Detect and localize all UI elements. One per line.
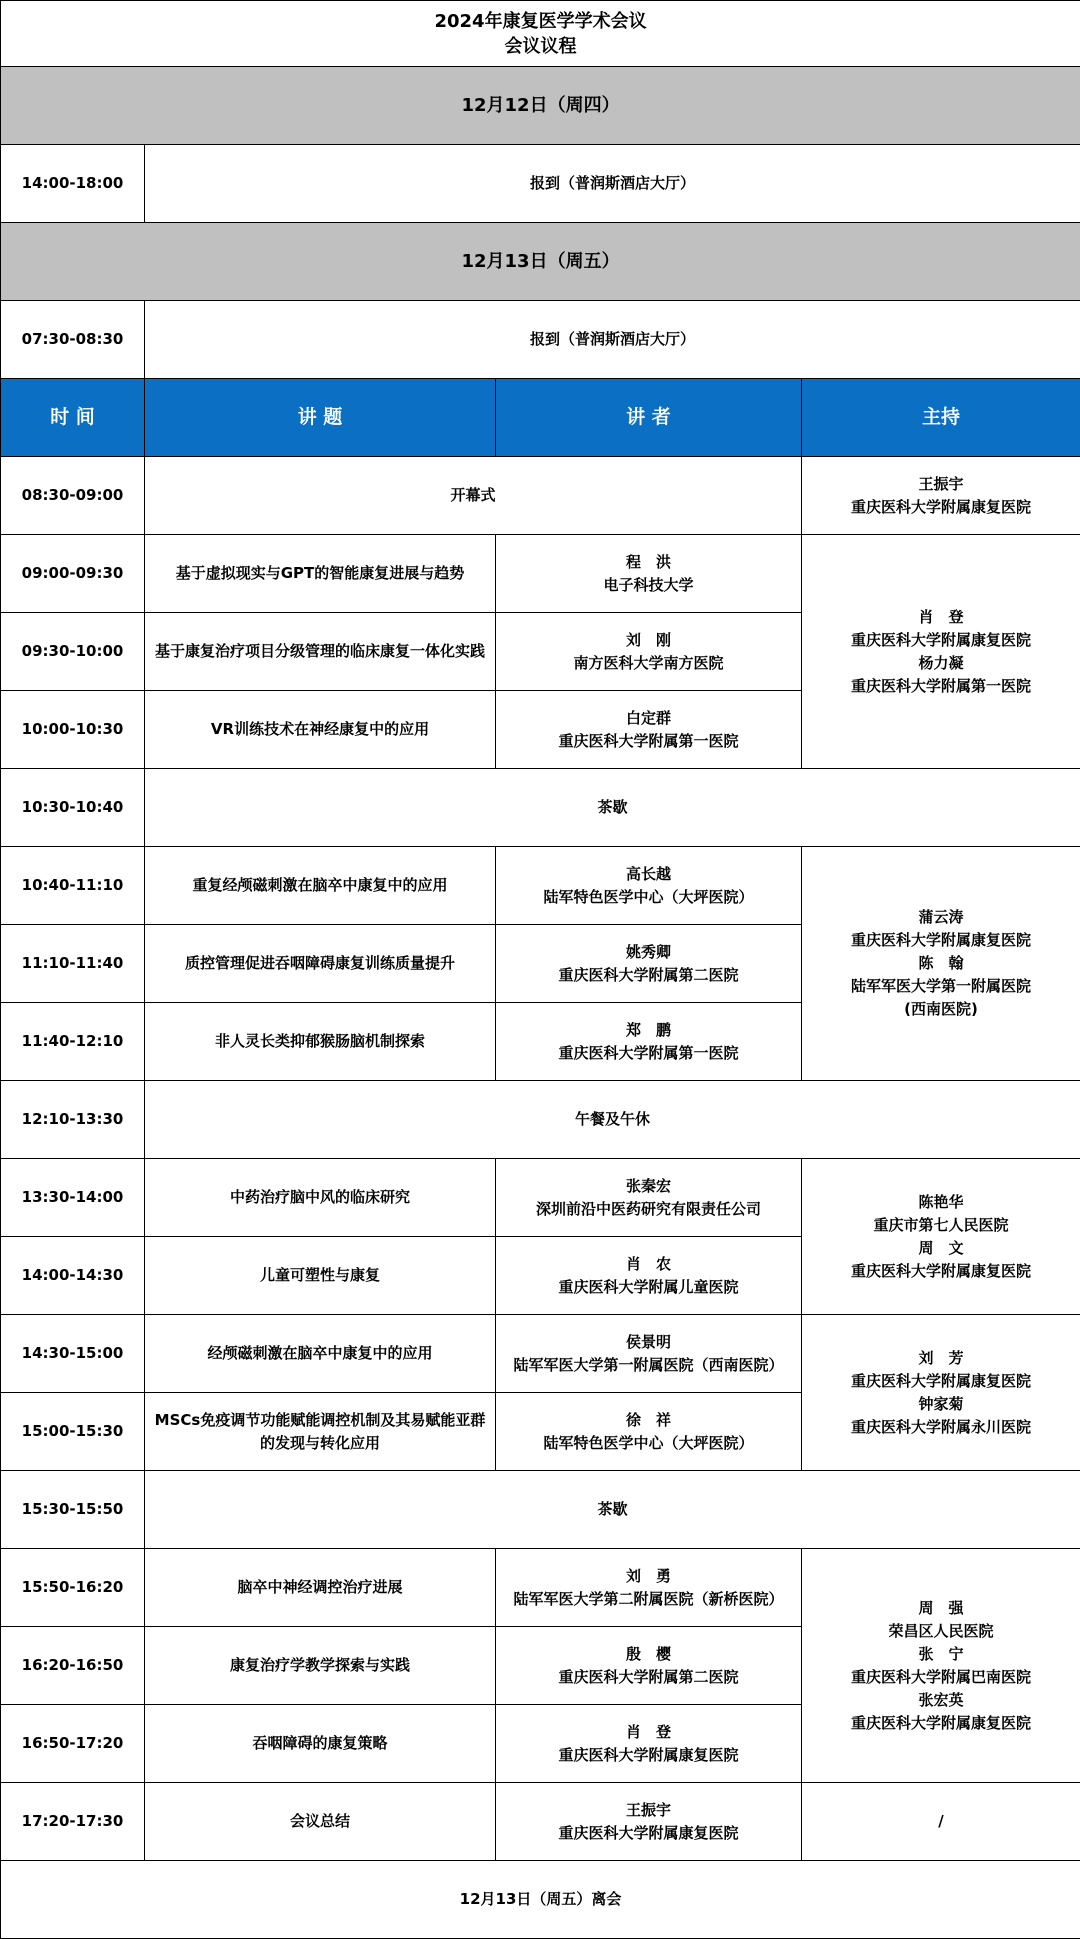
time-cell: 10:30-10:40	[1, 769, 145, 847]
speaker-org: 南方医科大学南方医院	[502, 652, 795, 675]
header-topic: 讲 题	[145, 379, 496, 457]
speaker-cell	[496, 1159, 802, 1237]
table-row	[1, 1081, 1080, 1159]
speaker-name: 郑 鹏	[502, 1019, 795, 1042]
topic-cell: 质控管理促进吞咽障碍康复训练质量提升	[145, 925, 496, 1003]
topic-cell: 儿童可塑性与康复	[145, 1237, 496, 1315]
speaker-org: 重庆医科大学附属康复医院	[502, 1822, 795, 1845]
speaker-name: 肖 登	[502, 1721, 795, 1744]
date-row-day1	[1, 67, 1080, 145]
speaker-cell	[496, 535, 802, 613]
speaker-name: 程 洪	[502, 551, 795, 574]
host-name: 陈 翰	[808, 952, 1074, 975]
speaker-name: 肖 农	[502, 1253, 795, 1276]
speaker-org: 重庆医科大学附属第一医院	[502, 1042, 795, 1065]
table-header	[1, 379, 1080, 457]
title-line-2: 会议议程	[7, 34, 1074, 59]
host-org: 重庆市第七人民医院	[808, 1214, 1074, 1237]
host-org: 重庆医科大学附属永川医院	[808, 1416, 1074, 1439]
date-heading: 12月12日（周四）	[1, 67, 1080, 145]
speaker-org: 深圳前沿中医药研究有限责任公司	[502, 1198, 795, 1221]
speaker-name: 侯景明	[502, 1331, 795, 1354]
speaker-name: 张秦宏	[502, 1175, 795, 1198]
header-host: 主持	[802, 379, 1080, 457]
host-cell	[802, 1315, 1080, 1471]
time-cell: 15:50-16:20	[1, 1549, 145, 1627]
checkin-row-day2	[1, 301, 1080, 379]
host-name: 王振宇	[808, 473, 1074, 496]
speaker-org: 重庆医科大学附属儿童医院	[502, 1276, 795, 1299]
topic-cell: 吞咽障碍的康复策略	[145, 1705, 496, 1783]
time-cell: 10:00-10:30	[1, 691, 145, 769]
host-org: 重庆医科大学附属康复医院	[808, 1260, 1074, 1283]
host-name: 张 宁	[808, 1643, 1074, 1666]
time-cell: 16:50-17:20	[1, 1705, 145, 1783]
time-cell: 10:40-11:10	[1, 847, 145, 925]
host-name: 杨力凝	[808, 652, 1074, 675]
host-org: 重庆医科大学附属康复医院	[808, 929, 1074, 952]
event-cell: 茶歇	[145, 769, 1080, 847]
host-org: 重庆医科大学附属巴南医院	[808, 1666, 1074, 1689]
topic-cell: 基于虚拟现实与GPT的智能康复进展与趋势	[145, 535, 496, 613]
header-time: 时 间	[1, 379, 145, 457]
speaker-name: 王振宇	[502, 1799, 795, 1822]
title-row	[1, 1, 1080, 67]
host-org: 重庆医科大学附属康复医院	[808, 1370, 1074, 1393]
host-org: 重庆医科大学附属康复医院	[808, 1712, 1074, 1735]
host-org: 陆军军医大学第一附属医院	[808, 975, 1074, 998]
speaker-org: 重庆医科大学附属第一医院	[502, 730, 795, 753]
time-cell: 14:00-18:00	[1, 145, 145, 223]
time-cell: 15:30-15:50	[1, 1471, 145, 1549]
speaker-org: 陆军特色医学中心（大坪医院）	[502, 1432, 795, 1455]
title-line-1: 2024年康复医学学术会议	[7, 9, 1074, 34]
topic-cell: 会议总结	[145, 1783, 496, 1861]
host-cell	[802, 457, 1080, 535]
speaker-cell	[496, 1393, 802, 1471]
topic-cell: 重复经颅磁刺激在脑卒中康复中的应用	[145, 847, 496, 925]
time-cell: 16:20-16:50	[1, 1627, 145, 1705]
event-cell: 茶歇	[145, 1471, 1080, 1549]
speaker-cell	[496, 847, 802, 925]
topic-cell: 基于康复治疗项目分级管理的临床康复一体化实践	[145, 613, 496, 691]
speaker-org: 重庆医科大学附属第二医院	[502, 964, 795, 987]
speaker-org: 重庆医科大学附属第二医院	[502, 1666, 795, 1689]
table-row	[1, 847, 1080, 925]
host-cell	[802, 1159, 1080, 1315]
time-cell: 07:30-08:30	[1, 301, 145, 379]
topic-cell: 经颅磁刺激在脑卒中康复中的应用	[145, 1315, 496, 1393]
time-cell: 09:30-10:00	[1, 613, 145, 691]
event-cell: 报到（普润斯酒店大厅）	[145, 301, 1080, 379]
topic-cell: VR训练技术在神经康复中的应用	[145, 691, 496, 769]
date-heading: 12月13日（周五）	[1, 223, 1080, 301]
table-row	[1, 769, 1080, 847]
host-name: 肖 登	[808, 606, 1074, 629]
time-cell: 14:00-14:30	[1, 1237, 145, 1315]
host-cell: /	[802, 1783, 1080, 1861]
host-name: 刘 芳	[808, 1347, 1074, 1370]
host-cell	[802, 847, 1080, 1081]
speaker-cell	[496, 925, 802, 1003]
host-name: 周 文	[808, 1237, 1074, 1260]
topic-cell: 非人灵长类抑郁猴肠脑机制探索	[145, 1003, 496, 1081]
checkin-row-day1	[1, 145, 1080, 223]
footer-row	[1, 1861, 1080, 1939]
speaker-org: 重庆医科大学附属康复医院	[502, 1744, 795, 1767]
time-cell: 09:00-09:30	[1, 535, 145, 613]
speaker-name: 刘 勇	[502, 1565, 795, 1588]
table-row	[1, 1471, 1080, 1549]
speaker-cell	[496, 613, 802, 691]
speaker-cell	[496, 691, 802, 769]
time-cell: 08:30-09:00	[1, 457, 145, 535]
event-cell: 午餐及午休	[145, 1081, 1080, 1159]
host-name: 蒲云涛	[808, 906, 1074, 929]
host-org: 荣昌区人民医院	[808, 1620, 1074, 1643]
time-cell: 11:10-11:40	[1, 925, 145, 1003]
speaker-org: 陆军军医大学第二附属医院（新桥医院）	[502, 1588, 795, 1611]
host-name: 周 强	[808, 1597, 1074, 1620]
time-cell: 11:40-12:10	[1, 1003, 145, 1081]
speaker-name: 高长越	[502, 863, 795, 886]
time-cell: 14:30-15:00	[1, 1315, 145, 1393]
speaker-name: 刘 刚	[502, 629, 795, 652]
table-row	[1, 1315, 1080, 1393]
speaker-name: 白定群	[502, 707, 795, 730]
speaker-org: 电子科技大学	[502, 574, 795, 597]
speaker-cell	[496, 1315, 802, 1393]
speaker-cell	[496, 1237, 802, 1315]
speaker-name: 殷 樱	[502, 1643, 795, 1666]
host-cell	[802, 535, 1080, 769]
page-title	[1, 1, 1080, 67]
speaker-cell	[496, 1783, 802, 1861]
host-name: 张宏英	[808, 1689, 1074, 1712]
topic-cell: 康复治疗学教学探索与实践	[145, 1627, 496, 1705]
speaker-org: 陆军特色医学中心（大坪医院）	[502, 886, 795, 909]
departure-note: 12月13日（周五）离会	[1, 1861, 1080, 1939]
time-cell: 12:10-13:30	[1, 1081, 145, 1159]
host-org: 重庆医科大学附属康复医院	[808, 496, 1074, 519]
speaker-cell	[496, 1627, 802, 1705]
table-row	[1, 457, 1080, 535]
host-name: 陈艳华	[808, 1191, 1074, 1214]
event-cell: 报到（普润斯酒店大厅）	[145, 145, 1080, 223]
time-cell: 13:30-14:00	[1, 1159, 145, 1237]
event-cell: 开幕式	[145, 457, 802, 535]
topic-cell: 中药治疗脑中风的临床研究	[145, 1159, 496, 1237]
host-name: 钟家菊	[808, 1393, 1074, 1416]
table-row	[1, 535, 1080, 613]
topic-cell: 脑卒中神经调控治疗进展	[145, 1549, 496, 1627]
topic-cell: MSCs免疫调节功能赋能调控机制及其易赋能亚群的发现与转化应用	[145, 1393, 496, 1471]
table-row	[1, 1549, 1080, 1627]
speaker-org: 陆军军医大学第一附属医院（西南医院）	[502, 1354, 795, 1377]
table-row	[1, 1159, 1080, 1237]
speaker-name: 姚秀卿	[502, 941, 795, 964]
host-org: 重庆医科大学附属康复医院	[808, 629, 1074, 652]
host-cell	[802, 1549, 1080, 1783]
date-row-day2	[1, 223, 1080, 301]
speaker-cell	[496, 1705, 802, 1783]
time-cell: 17:20-17:30	[1, 1783, 145, 1861]
host-org: 重庆医科大学附属第一医院	[808, 675, 1074, 698]
time-cell: 15:00-15:30	[1, 1393, 145, 1471]
header-speaker: 讲 者	[496, 379, 802, 457]
speaker-name: 徐 祥	[502, 1409, 795, 1432]
host-org: (西南医院)	[808, 998, 1074, 1021]
table-row	[1, 1783, 1080, 1861]
speaker-cell	[496, 1003, 802, 1081]
speaker-cell	[496, 1549, 802, 1627]
